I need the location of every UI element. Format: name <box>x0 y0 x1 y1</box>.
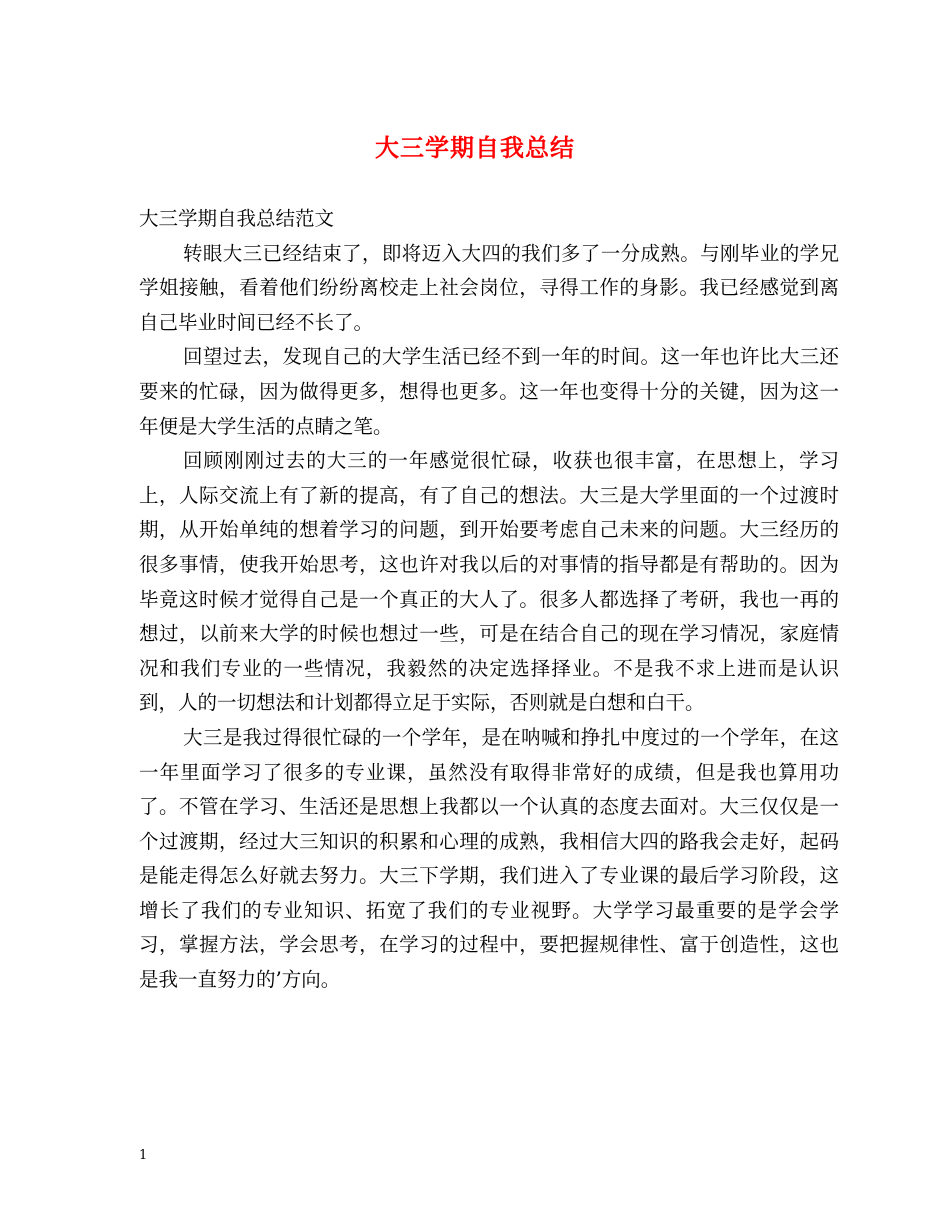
paragraph-3: 回顾刚刚过去的大三的一年感觉很忙碌，收获也很丰富，在思想上，学习上，人际交流上有了新的提高，有了自己的想法。大三是大学里面的一个过渡时期，从开始单纯的想着学习的问题，到开始要考虑自己未来的问题。大三经历的很多事情，使我开始思考，这也许对我以后的对事情的指导都是有帮助的。因为毕竟这时候才觉得自己是一个真正的大人了。很多人都选择了考研，我也一再的想过，以前来大学的时候也想过一些，可是在结合自己的现在学习情况，家庭情况和我们专业的一些情况，我毅然的决定选择择业。不是我不求上进而是认识到，人的一切想法和计划都得立足于实际，否则就是白想和白干。 <box>139 449 839 715</box>
document-body <box>139 202 839 998</box>
paragraph-4: 大三是我过得很忙碌的一个学年，是在呐喊和挣扎中度过的一个学年，在这一年里面学习了很多的专业课，虽然没有取得非常好的成绩，但是我也算用功了。不管在学习、生活还是思想上我都以一个认真的态度去面对。大三仅仅是一个过渡期，经过大三知识的积累和心理的成熟，我相信大四的路我会走好，起码是能走得怎么好就去努力。大三下学期，我们进入了专业课的最后学习阶段，这增长了我们的专业知识、拓宽了我们的专业视野。大学学习最重要的是学会学习，掌握方法，学会思考，在学习的过程中，要把握规律性、富于创造性，这也是我一直努力的’方向。 <box>139 725 839 992</box>
page-number: 1 <box>139 1148 148 1163</box>
document-subtitle: 大三学期自我总结范文 <box>139 207 335 230</box>
document-title: 大三学期自我总结 <box>375 133 575 162</box>
paragraph-2: 回望过去，发现自己的大学生活已经不到一年的时间。这一年也许比大三还要来的忙碌，因为做得更多，想得也更多。这一年也变得十分的关键，因为这一年便是大学生活的点睛之笔。 <box>139 345 839 438</box>
paragraph-1: 转眼大三已经结束了，即将迈入大四的我们多了一分成熟。与刚毕业的学兄学姐接触，看着他们纷纷离校走上社会岗位，寻得工作的身影。我已经感觉到离自己毕业时间已经不长了。 <box>139 241 839 334</box>
